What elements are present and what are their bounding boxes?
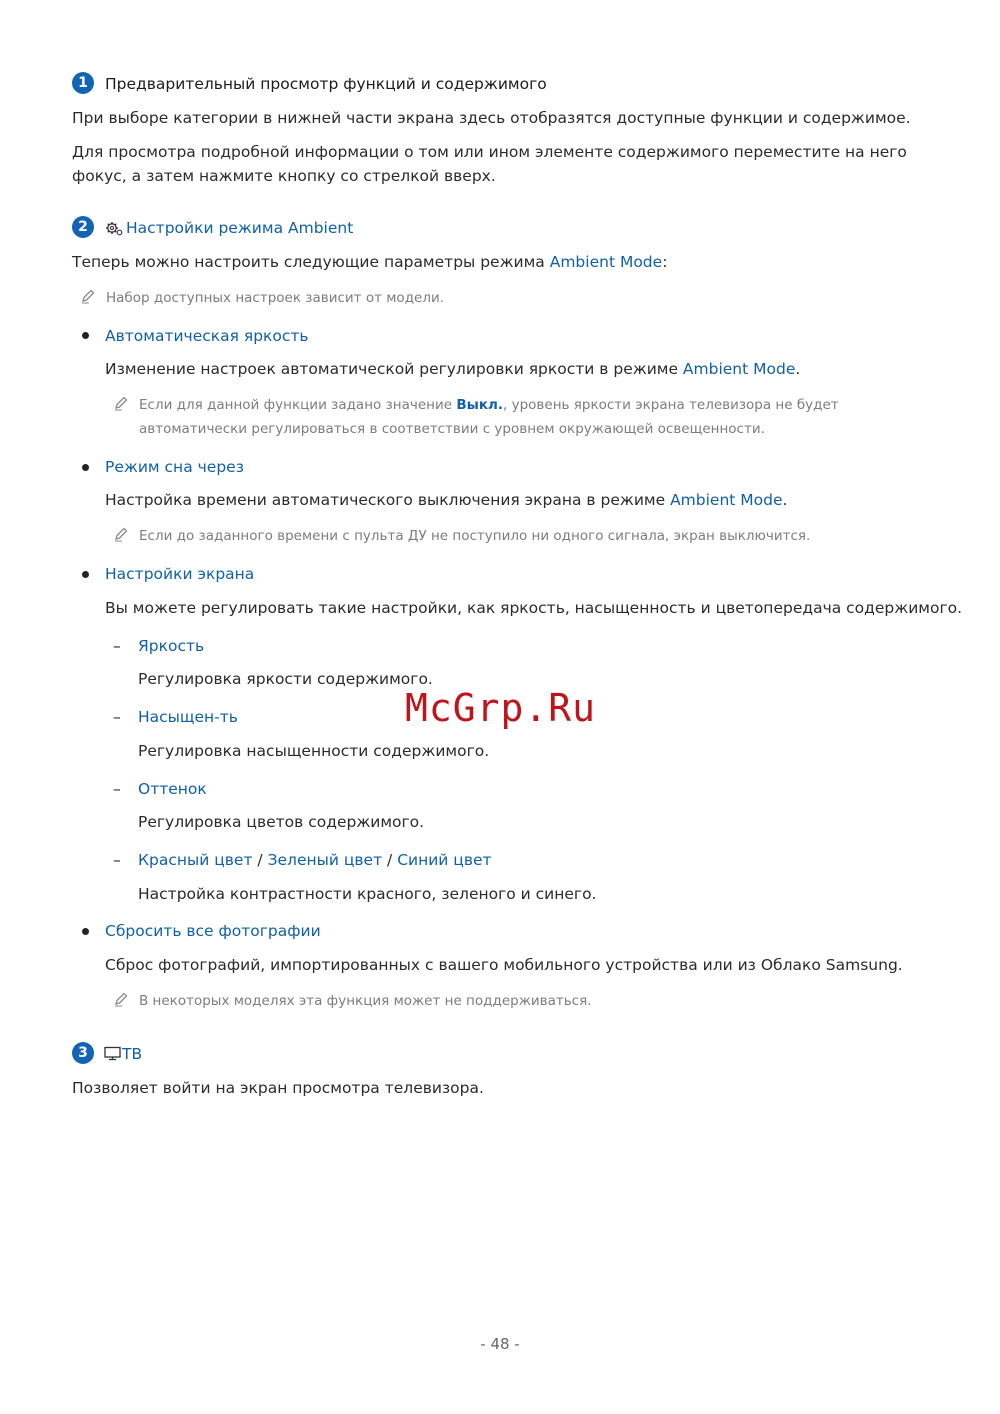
note-pencil-icon [113,526,129,542]
subitem-title[interactable]: Яркость [138,637,205,655]
bullet [82,464,89,471]
bullet [82,332,89,339]
item-title[interactable]: Сбросить все фотографии [105,922,321,940]
subitem-title-group [138,849,492,871]
desc-suffix: . [782,491,788,509]
subitem-title[interactable]: Насыщен-ть [138,708,238,726]
note-pencil-icon [113,395,129,411]
item-description: Вы можете регулировать такие настройки, как яркость, насыщенность и цветопередача содержимого. [105,599,963,617]
dash-marker: – [113,780,121,798]
paragraph: Для просмотра подробной информации о том или ином элементе содержимого переместите на него фокус, а затем нажмите кнопку со стрелкой вверх. [72,143,907,185]
note-text: Если до заданного времени с пульта ДУ не поступило ни одного сигнала, экран выключится. [139,528,811,544]
section-heading-link[interactable]: Настройки режима Ambient [126,219,354,237]
dash-marker: – [113,708,121,726]
item-title[interactable]: Настройки экрана [105,565,255,583]
blue-color-option[interactable]: Синий цвет [397,851,492,869]
item-title[interactable]: Режим сна через [105,458,244,476]
note-pencil-icon [113,991,129,1007]
note-text [139,393,929,441]
bullet [82,928,89,935]
desc-prefix: Настройка времени автоматического выключения экрана в режиме [105,491,671,509]
settings-gear-icon [105,219,123,237]
subitem-description: Настройка контрастности красного, зеленого и синего. [138,885,597,903]
note-pencil-icon [80,288,96,304]
subitem-description: Регулировка цветов содержимого. [138,813,425,831]
dash-marker: – [113,851,121,869]
off-value-label: Выкл. [456,397,504,413]
section-number-badge: 1 [72,72,94,94]
desc-suffix: . [795,360,801,378]
item-description [105,489,787,511]
intro-suffix: : [662,253,668,271]
tv-icon [104,1046,121,1061]
separator: / [382,851,398,869]
separator: / [252,851,268,869]
section-heading: Предварительный просмотр функций и содержимого [105,75,547,93]
dash-marker: – [113,637,121,655]
ambient-mode-link[interactable]: Ambient Mode [682,360,796,378]
note-text: В некоторых моделях эта функция может не поддерживаться. [139,993,592,1009]
green-color-option[interactable]: Зеленый цвет [267,851,383,869]
ambient-mode-link[interactable]: Ambient Mode [670,491,783,509]
subitem-description: Регулировка насыщенности содержимого. [138,742,490,760]
note-prefix: Если для данной функции задано значение [139,397,457,413]
item-description [105,358,800,380]
item-description: Сброс фотографий, импортированных с вашего мобильного устройства или из Облако Samsung. [105,956,903,974]
paragraph: Позволяет войти на экран просмотра телевизора. [72,1079,484,1097]
item-title[interactable]: Автоматическая яркость [105,327,309,345]
paragraph: При выборе категории в нижней части экрана здесь отобразятся доступные функции и содержимое. [72,109,911,127]
watermark: McGrp.Ru [405,686,597,730]
bullet [82,571,89,578]
section-number-badge: 2 [72,216,94,238]
subitem-description: Регулировка яркости содержимого. [138,670,433,688]
note-text: Набор доступных настроек зависит от модели. [106,290,445,306]
note-suffix: , уровень яркости экрана телевизора не будет автоматически регулироваться в соответствии с уровнем окружающей освещенности. [139,397,839,437]
page-number: - 48 - [480,1335,520,1353]
intro-prefix: Теперь можно настроить следующие параметры режима [72,253,550,271]
section-heading-link[interactable]: ТВ [122,1045,143,1063]
desc-prefix: Изменение настроек автоматической регулировки яркости в режиме [105,360,683,378]
red-color-option[interactable]: Красный цвет [138,851,253,869]
intro-text [72,251,667,273]
ambient-mode-link[interactable]: Ambient Mode [549,253,663,271]
subitem-title[interactable]: Оттенок [138,780,207,798]
section-number-badge: 3 [72,1042,94,1064]
